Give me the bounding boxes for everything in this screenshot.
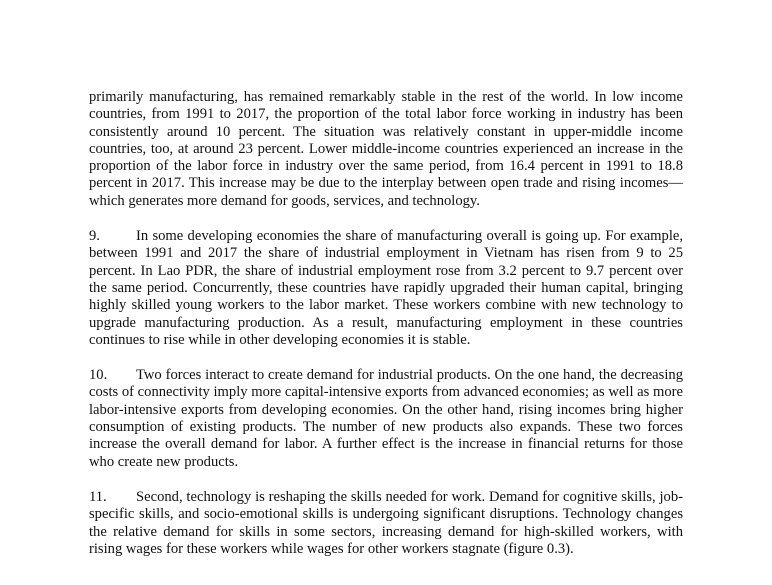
paragraph-9	[89, 228, 683, 349]
paragraph-11	[89, 489, 683, 558]
paragraph-text: In some developing economies the share of manufacturing overall is going up. For example, between 1991 and 2017 the share of industrial employment in Vietnam has risen from 9 to 25 percent. In Lao PDR, the share of industrial employment rose from 3.2 percent to 9.7 percent over the same period. Concurrently, these countries have rapidly upgraded their human capital, bringing highly skilled young workers to the labor market. These workers combine with new technology to upgrade manufacturing production. As a result, manufacturing employment in these countries continues to rise while in other developing economies it is stable.	[89, 228, 683, 348]
paragraph-text: primarily manufacturing, has remained remarkably stable in the rest of the world. In low income countries, from 1991 to 2017, the proportion of the total labor force working in industry has been consistently around 10 percent. The situation was relatively constant in upper-middle income countries, too, at around 23 percent. Lower middle-income countries experienced an increase in the proportion of the labor force in industry over the same period, from 16.4 percent in 1991 to 18.8 percent in 2017. This increase may be due to the interplay between open trade and rising incomes—which generates more demand for goods, services, and technology.	[89, 89, 683, 209]
paragraph-text: Second, technology is reshaping the skills needed for work. Demand for cognitive skills, job-specific skills, and socio-emotional skills is undergoing significant disruptions. Technology changes the relative demand for skills in some sectors, increasing demand for high-skilled workers, with rising wages for these workers while wages for other workers stagnate (figure 0.3).	[89, 488, 683, 557]
paragraph-text: Two forces interact to create demand for industrial products. On the one hand, the decreasing costs of connectivity imply more capital-intensive exports from advanced economies; as well as more labor-intensive exports from developing economies. On the other hand, rising incomes bring higher consumption of existing products. The number of new products also expands. These two forces increase the overall demand for labor. A further effect is the increase in financial returns for those who create new products.	[89, 367, 683, 470]
document-page	[89, 89, 683, 576]
paragraph-number: 10.	[89, 367, 108, 384]
paragraph-10	[89, 367, 683, 471]
paragraph-continuation	[89, 89, 683, 210]
paragraph-number: 11.	[89, 488, 107, 505]
paragraph-number: 9.	[89, 228, 100, 245]
